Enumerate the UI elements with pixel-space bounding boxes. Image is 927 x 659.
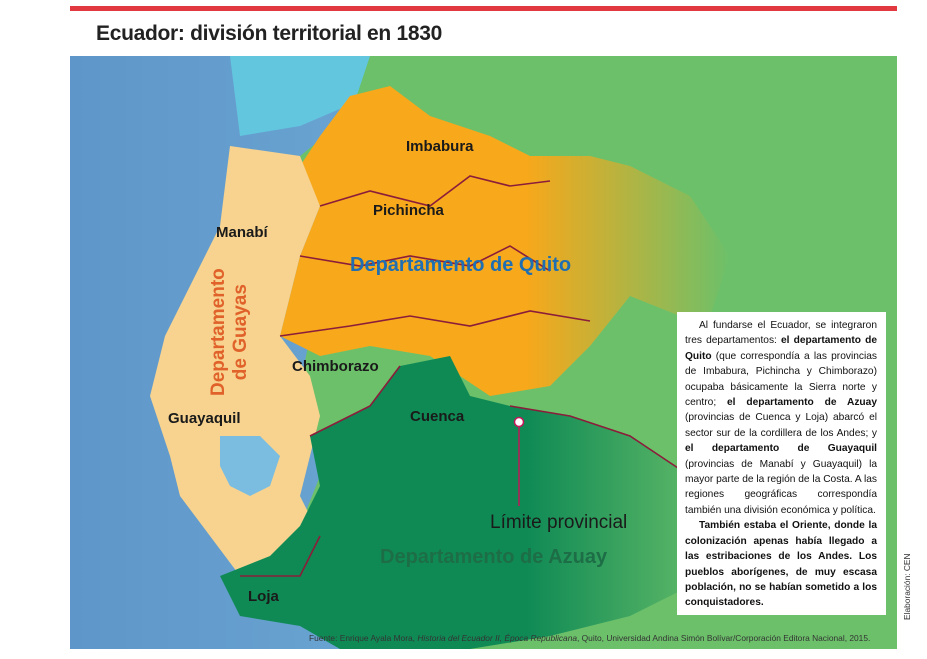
credit-note: Elaboración: CEN	[902, 553, 912, 620]
label-dept-guayas-line1: Departamento	[208, 268, 229, 396]
label-pichincha: Pichincha	[373, 202, 444, 219]
map-title: Ecuador: división territorial en 1830	[96, 22, 443, 45]
label-dept-guayas	[208, 268, 252, 396]
label-limite-provincial: Límite provincial	[490, 512, 628, 533]
label-imbabura: Imbabura	[406, 138, 474, 155]
label-chimborazo: Chimborazo	[292, 358, 379, 375]
label-dept-azuay: Departamento de Azuay	[380, 546, 608, 568]
source-note: Fuente: Enrique Ayala Mora, Historia del Ecuador II, Época Republicana, Quito, Universidad Andina Simón Bolívar/Corporación Editora Nacional, 2015.	[309, 633, 871, 643]
label-cuenca: Cuenca	[410, 408, 465, 425]
info-box	[677, 312, 886, 615]
limite-marker	[515, 418, 524, 427]
title-rule	[70, 6, 897, 11]
label-loja: Loja	[248, 588, 279, 605]
label-dept-guayas-line2: de Guayas	[230, 284, 251, 381]
info-paragraph-2: También estaba el Oriente, donde la colonización apenas había llegado a las estribaciones de los Andes. Los pueblos aborígenes, de muy escasa población, no se habían sometido a los conquistadores.	[685, 520, 877, 609]
label-guayaquil: Guayaquil	[168, 410, 241, 427]
label-manabi: Manabí	[216, 224, 268, 241]
label-dept-quito: Departamento de Quito	[350, 254, 572, 276]
info-paragraph-1: Al fundarse el Ecuador, se integraron tres departamentos: el departamento de Quito (que correspondía a las provincias de Imbabura, Pichincha y Chimborazo) ocupaba básicamente la Sierra norte y centro; el departamento de Azuay (provincias de Cuenca y Loja) abarcó el sector sur de la cordillera de los Andes; y el departamento de Guayaquil (provincias de Manabí y Guayaquil) la mayor parte de la región de la Costa. A las regiones geográficas correspondía también una división económica y política.	[685, 320, 877, 516]
